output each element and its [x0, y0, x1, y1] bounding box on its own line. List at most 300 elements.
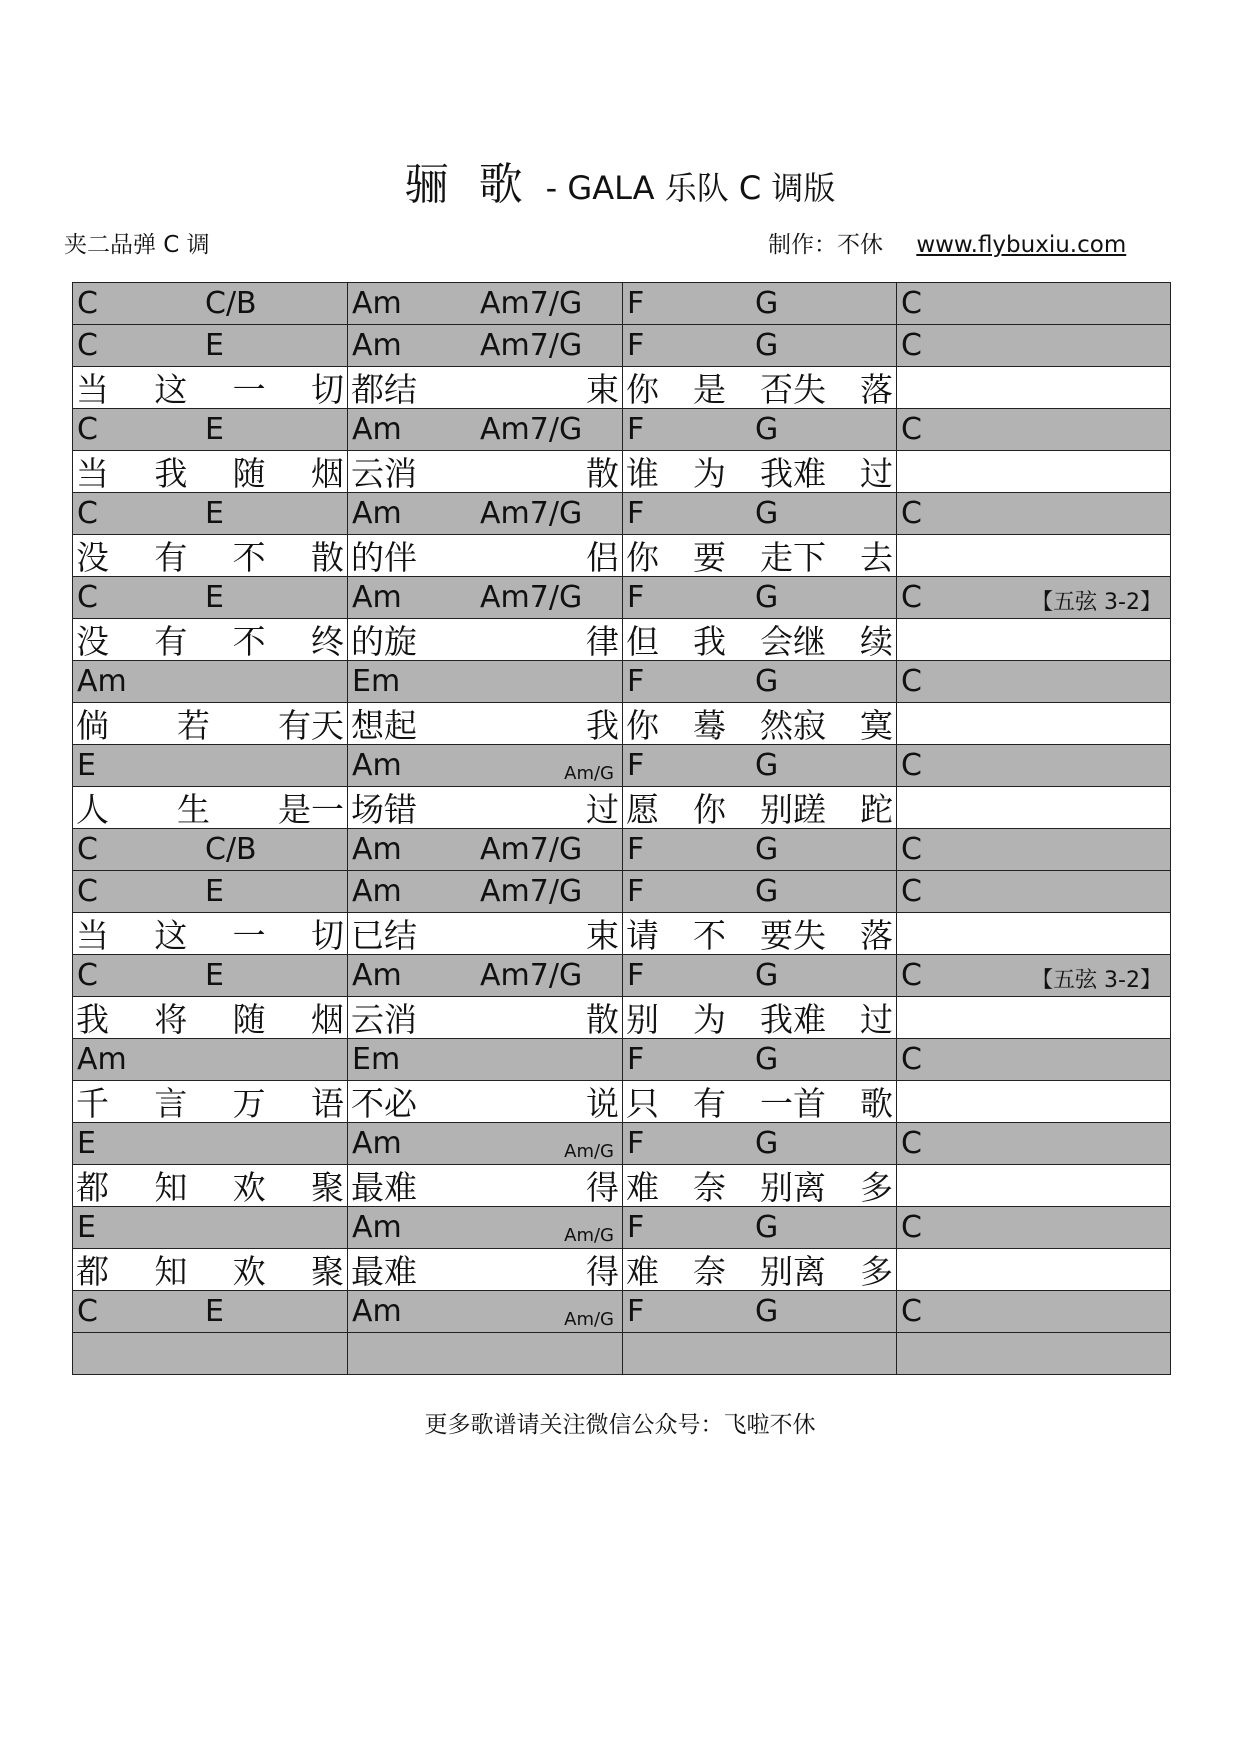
chord-label: F [627, 1126, 645, 1161]
string-note: 【五弦 3-2】 [1031, 968, 1162, 993]
lyric-cell-content [348, 451, 622, 492]
chord-label: C [901, 1210, 922, 1245]
lyric-cell-content [73, 1081, 347, 1122]
chord-label: C [901, 412, 922, 447]
chord-cell [348, 283, 623, 325]
chord-row [73, 661, 1171, 703]
lyric-syllable: 寞 [860, 706, 893, 745]
chord-label: C [901, 874, 922, 909]
lyric-syllable: 我 [693, 622, 726, 661]
lyric-cell [73, 619, 348, 661]
lyric-cell [348, 913, 623, 955]
lyric-syllable: 你 [626, 370, 659, 409]
lyric-syllable: 场错 [351, 790, 417, 829]
chord-cell-content [623, 283, 896, 324]
lyric-syllable: 得 [586, 1168, 619, 1207]
chord-cell-content [73, 577, 347, 618]
lyric-cell-content [897, 787, 1170, 828]
lyric-syllable: 过 [586, 790, 619, 829]
chord-cell-content [623, 409, 896, 450]
lyric-cell-content [73, 451, 347, 492]
chord-label: Am [352, 412, 402, 447]
lyric-syllable: 切 [310, 370, 344, 409]
lyric-syllable: 都结 [351, 370, 417, 409]
lyric-syllable: 有天 [278, 706, 344, 745]
lyric-syllable: 否失 [760, 370, 826, 409]
chord-label: G [755, 1210, 779, 1245]
lyric-cell [348, 997, 623, 1039]
chord-label: G [755, 748, 779, 783]
chord-cell [348, 661, 623, 703]
lyric-syllable: 会继 [760, 622, 826, 661]
chord-cell [897, 1207, 1171, 1249]
chord-label: E [205, 1294, 224, 1329]
lyric-syllable: 一 [232, 370, 266, 409]
chord-cell [623, 1039, 897, 1081]
chord-row [73, 1123, 1171, 1165]
lyric-syllable: 不必 [351, 1084, 417, 1123]
lyric-syllable: 我难 [760, 1000, 826, 1039]
chord-label: E [205, 958, 224, 993]
lyric-cell [897, 1165, 1171, 1207]
lyric-row [73, 451, 1171, 493]
chord-label: C [901, 958, 922, 993]
chord-label: Am7/G [480, 832, 583, 867]
lyric-syllable: 请 [626, 916, 659, 955]
chord-cell [348, 1207, 623, 1249]
chord-label: C/B [205, 286, 257, 321]
lyric-syllable: 蓦 [693, 706, 726, 745]
lyric-syllable: 我 [154, 454, 188, 493]
chord-label: C/B [205, 832, 257, 867]
lyric-cell-content [73, 703, 347, 744]
blank-cell [73, 1333, 348, 1375]
chord-label: Em [352, 664, 401, 699]
string-note: 【五弦 3-2】 [1031, 590, 1162, 615]
lyric-syllable: 我 [586, 706, 619, 745]
lyric-syllable: 烟 [310, 454, 344, 493]
lyric-syllable: 将 [154, 1000, 188, 1039]
lyric-syllable: 为 [693, 1000, 726, 1039]
lyric-cell-content [623, 451, 896, 492]
chord-cell-content [73, 283, 347, 324]
chord-label: Am7/G [480, 286, 583, 321]
chord-cell [897, 325, 1171, 367]
chord-row [73, 493, 1171, 535]
lyric-syllable: 谁 [626, 454, 659, 493]
lyric-cell-content [897, 913, 1170, 954]
lyric-syllable: 终 [310, 622, 344, 661]
chord-cell [623, 283, 897, 325]
chord-label: G [755, 328, 779, 363]
lyric-cell [73, 367, 348, 409]
lyric-cell [897, 997, 1171, 1039]
lyric-syllable: 云消 [351, 1000, 417, 1039]
lyric-cell [73, 997, 348, 1039]
chord-cell-content [897, 283, 1170, 324]
chord-label: C [901, 328, 922, 363]
chord-cell [623, 577, 897, 619]
lyric-cell [73, 1081, 348, 1123]
lyric-cell [623, 1165, 897, 1207]
chord-cell-content [73, 871, 347, 912]
lyric-syllable: 言 [154, 1084, 188, 1123]
lyric-syllable: 切 [310, 916, 344, 955]
chord-cell [623, 493, 897, 535]
lyric-syllable: 散 [586, 454, 619, 493]
lyric-syllable: 当 [76, 454, 109, 493]
chord-cell-content [897, 745, 1170, 786]
chord-label: C [77, 496, 98, 531]
lyric-syllable: 然寂 [760, 706, 826, 745]
lyric-syllable: 但 [626, 622, 659, 661]
chord-cell [897, 577, 1171, 619]
chord-cell-content [73, 1207, 347, 1248]
lyric-syllable: 为 [693, 454, 726, 493]
lyric-syllable: 不 [232, 622, 266, 661]
chord-cell [73, 1039, 348, 1081]
chord-label: G [755, 874, 779, 909]
chord-label: Am [352, 1126, 402, 1161]
chord-cell-content [348, 409, 622, 450]
lyric-cell-content [73, 787, 347, 828]
lyric-row [73, 997, 1171, 1039]
lyric-syllable: 一 [232, 916, 266, 955]
lyric-cell-content [623, 787, 896, 828]
lyric-syllable: 别 [626, 1000, 659, 1039]
chord-label: F [627, 958, 645, 993]
chord-cell [73, 955, 348, 997]
chord-label: C [77, 958, 98, 993]
lyric-syllable: 落 [860, 370, 893, 409]
lyric-cell [897, 535, 1171, 577]
chord-row [73, 1291, 1171, 1333]
credit-line [768, 226, 1126, 259]
chord-label: Am/G [564, 1309, 614, 1330]
chord-cell [348, 1123, 623, 1165]
chord-label: F [627, 412, 645, 447]
chord-cell [897, 409, 1171, 451]
chord-label: Em [352, 1042, 401, 1077]
lyric-syllable: 别离 [760, 1168, 826, 1207]
chord-row [73, 871, 1171, 913]
chord-cell [348, 871, 623, 913]
lyric-syllable: 欢 [232, 1252, 266, 1291]
lyric-cell-content [897, 1165, 1170, 1206]
lyric-cell [897, 1249, 1171, 1291]
chord-row [73, 325, 1171, 367]
lyric-syllable: 有 [154, 538, 188, 577]
website-link[interactable]: www.flybuxiu.com [916, 232, 1127, 258]
lyric-row [73, 1249, 1171, 1291]
chord-label: Am/G [564, 1141, 614, 1162]
chord-cell [623, 1291, 897, 1333]
chord-cell [348, 745, 623, 787]
lyric-cell-content [348, 367, 622, 408]
lyric-cell-content [623, 1249, 896, 1290]
chord-cell [623, 661, 897, 703]
chord-cell-content [897, 1039, 1170, 1080]
lyric-syllable: 得 [586, 1252, 619, 1291]
lyric-cell [897, 913, 1171, 955]
chord-label: C [901, 748, 922, 783]
chord-label: E [205, 412, 224, 447]
lyric-syllable: 没 [76, 622, 109, 661]
chord-cell-content [348, 1039, 622, 1080]
lyric-cell-content [348, 535, 622, 576]
lyric-cell [623, 1249, 897, 1291]
lyric-syllable: 奈 [693, 1252, 726, 1291]
lyric-cell [623, 787, 897, 829]
lyric-cell-content [348, 1249, 622, 1290]
chord-cell [73, 871, 348, 913]
chord-label: G [755, 496, 779, 531]
lyric-syllable: 的旋 [351, 622, 417, 661]
chord-label: C [901, 1042, 922, 1077]
chord-label: C [901, 580, 922, 615]
lyric-syllable: 烟 [310, 1000, 344, 1039]
lyric-cell [348, 703, 623, 745]
lyric-syllable: 云消 [351, 454, 417, 493]
lyric-syllable: 若 [177, 706, 210, 745]
chord-row [73, 829, 1171, 871]
chord-cell [897, 1123, 1171, 1165]
chord-cell-content [897, 871, 1170, 912]
author-credit: 制作：不休 [768, 232, 883, 258]
chord-cell-content [73, 745, 347, 786]
lyric-syllable: 语 [310, 1084, 344, 1123]
chord-label: E [205, 496, 224, 531]
lyric-syllable: 走下 [760, 538, 826, 577]
lyric-cell [348, 535, 623, 577]
lyric-row [73, 619, 1171, 661]
chord-row [73, 745, 1171, 787]
chord-label: C [77, 286, 98, 321]
lyric-cell-content [623, 913, 896, 954]
lyric-syllable: 最难 [351, 1252, 417, 1291]
lyric-cell-content [897, 703, 1170, 744]
chord-label: F [627, 664, 645, 699]
lyric-syllable: 束 [586, 916, 619, 955]
chord-cell [897, 1291, 1171, 1333]
lyric-syllable: 知 [154, 1252, 188, 1291]
lyric-cell [348, 1249, 623, 1291]
footer-note: 更多歌谱请关注微信公众号：飞啦不休 [424, 1412, 816, 1438]
chord-cell-content [897, 955, 1170, 996]
chord-sheet-body [73, 283, 1171, 1375]
chord-cell [73, 409, 348, 451]
lyric-cell [897, 703, 1171, 745]
chord-cell [623, 1123, 897, 1165]
lyric-syllable: 有 [693, 1084, 726, 1123]
lyric-syllable: 要 [693, 538, 726, 577]
lyric-syllable: 是一 [278, 790, 344, 829]
chord-label: Am/G [564, 763, 614, 784]
chord-label: E [77, 1126, 96, 1161]
lyric-syllable: 都 [76, 1252, 109, 1291]
chord-label: Am [77, 664, 127, 699]
chord-label: C [77, 832, 98, 867]
lyric-syllable: 难 [626, 1252, 659, 1291]
chord-label: Am7/G [480, 580, 583, 615]
lyric-syllable: 已结 [351, 916, 417, 955]
lyric-cell [623, 997, 897, 1039]
lyric-cell-content [897, 619, 1170, 660]
chord-cell-content [623, 955, 896, 996]
lyric-cell-content [623, 367, 896, 408]
lyric-cell [73, 1249, 348, 1291]
lyric-syllable: 不 [232, 538, 266, 577]
lyric-syllable: 要失 [760, 916, 826, 955]
lyric-cell-content [73, 535, 347, 576]
chord-label: C [77, 412, 98, 447]
lyric-cell [897, 1081, 1171, 1123]
lyric-syllable: 散 [586, 1000, 619, 1039]
chord-cell-content [623, 1123, 896, 1164]
chord-cell [623, 829, 897, 871]
chord-cell-content [73, 1039, 347, 1080]
lyric-syllable: 别蹉 [760, 790, 826, 829]
chord-label: C [901, 1126, 922, 1161]
chord-row [73, 283, 1171, 325]
chord-label: C [901, 1294, 922, 1329]
chord-row [73, 955, 1171, 997]
chord-cell [897, 493, 1171, 535]
lyric-syllable: 难 [626, 1168, 659, 1207]
lyric-syllable: 多 [860, 1252, 893, 1291]
chord-label: Am [352, 874, 402, 909]
lyric-syllable: 知 [154, 1168, 188, 1207]
chord-label: Am [352, 958, 402, 993]
chord-cell-content [348, 283, 622, 324]
lyric-syllable: 人 [76, 790, 109, 829]
chord-row [73, 409, 1171, 451]
chord-cell [73, 283, 348, 325]
lyric-row [73, 787, 1171, 829]
lyric-cell [73, 535, 348, 577]
chord-cell-content [73, 1291, 347, 1332]
lyric-syllable: 奈 [693, 1168, 726, 1207]
lyric-cell-content [623, 703, 896, 744]
chord-cell-content [897, 493, 1170, 534]
chord-label: G [755, 1126, 779, 1161]
chord-cell [623, 409, 897, 451]
chord-cell-content [348, 661, 622, 702]
chord-label: F [627, 496, 645, 531]
chord-cell [348, 955, 623, 997]
lyric-syllable: 你 [626, 538, 659, 577]
chord-cell [897, 283, 1171, 325]
lyric-cell [73, 703, 348, 745]
chord-cell [897, 745, 1171, 787]
chord-label: C [901, 664, 922, 699]
lyric-syllable: 多 [860, 1168, 893, 1207]
lyric-syllable: 愿 [626, 790, 659, 829]
chord-cell [73, 829, 348, 871]
chord-label: F [627, 748, 645, 783]
chord-cell-content [348, 577, 622, 618]
chord-label: F [627, 1294, 645, 1329]
chord-label: Am [352, 580, 402, 615]
lyric-syllable: 当 [76, 916, 109, 955]
lyric-cell [897, 619, 1171, 661]
chord-label: Am7/G [480, 496, 583, 531]
lyric-syllable: 散 [310, 538, 344, 577]
chord-cell [73, 661, 348, 703]
lyric-cell [348, 367, 623, 409]
chord-label: E [77, 1210, 96, 1245]
lyric-cell [623, 913, 897, 955]
lyric-syllable: 是 [693, 370, 726, 409]
chord-label: F [627, 1042, 645, 1077]
lyric-syllable: 生 [177, 790, 210, 829]
chord-label: E [205, 580, 224, 615]
lyric-cell-content [897, 1081, 1170, 1122]
chord-cell-content [348, 745, 622, 786]
chord-label: Am [352, 748, 402, 783]
lyric-row [73, 367, 1171, 409]
chord-cell-content [73, 493, 347, 534]
lyric-syllable: 万 [232, 1084, 266, 1123]
chord-cell-content [348, 1333, 622, 1374]
chord-label: G [755, 412, 779, 447]
capo-info: 夹二品弹 C 调 [64, 232, 210, 258]
chord-cell-content [73, 1333, 347, 1374]
chord-label: C [901, 832, 922, 867]
chord-label: Am7/G [480, 412, 583, 447]
lyric-cell [623, 1081, 897, 1123]
lyric-cell [623, 619, 897, 661]
chord-cell [348, 409, 623, 451]
chord-cell-content [348, 493, 622, 534]
lyric-row [73, 703, 1171, 745]
chord-cell-content [623, 493, 896, 534]
chord-label: G [755, 286, 779, 321]
chord-cell-content [623, 577, 896, 618]
chord-cell [623, 1207, 897, 1249]
chord-label: F [627, 580, 645, 615]
blank-row [73, 1333, 1171, 1375]
chord-label: Am7/G [480, 328, 583, 363]
lyric-syllable: 想起 [351, 706, 417, 745]
chord-label: Am/G [564, 1225, 614, 1246]
lyric-cell-content [897, 997, 1170, 1038]
lyric-cell [623, 535, 897, 577]
chord-cell-content [897, 1291, 1170, 1332]
chord-cell-content [73, 955, 347, 996]
chord-cell-content [623, 829, 896, 870]
lyric-syllable: 随 [232, 1000, 266, 1039]
title-subtitle: - GALA 乐队 C 调版 [545, 169, 836, 207]
lyric-syllable: 聚 [310, 1168, 344, 1207]
chord-label: E [205, 874, 224, 909]
chord-cell-content [623, 745, 896, 786]
lyric-cell-content [897, 367, 1170, 408]
chord-row [73, 1207, 1171, 1249]
lyric-syllable: 续 [860, 622, 893, 661]
lyric-cell-content [348, 787, 622, 828]
chord-cell-content [73, 1123, 347, 1164]
lyric-cell [348, 787, 623, 829]
lyric-cell-content [623, 619, 896, 660]
lyric-syllable: 过 [860, 1000, 893, 1039]
lyric-syllable: 都 [76, 1168, 109, 1207]
chord-cell [348, 493, 623, 535]
lyric-cell-content [348, 997, 622, 1038]
lyric-cell [897, 787, 1171, 829]
lyric-row [73, 1165, 1171, 1207]
chord-cell [348, 325, 623, 367]
